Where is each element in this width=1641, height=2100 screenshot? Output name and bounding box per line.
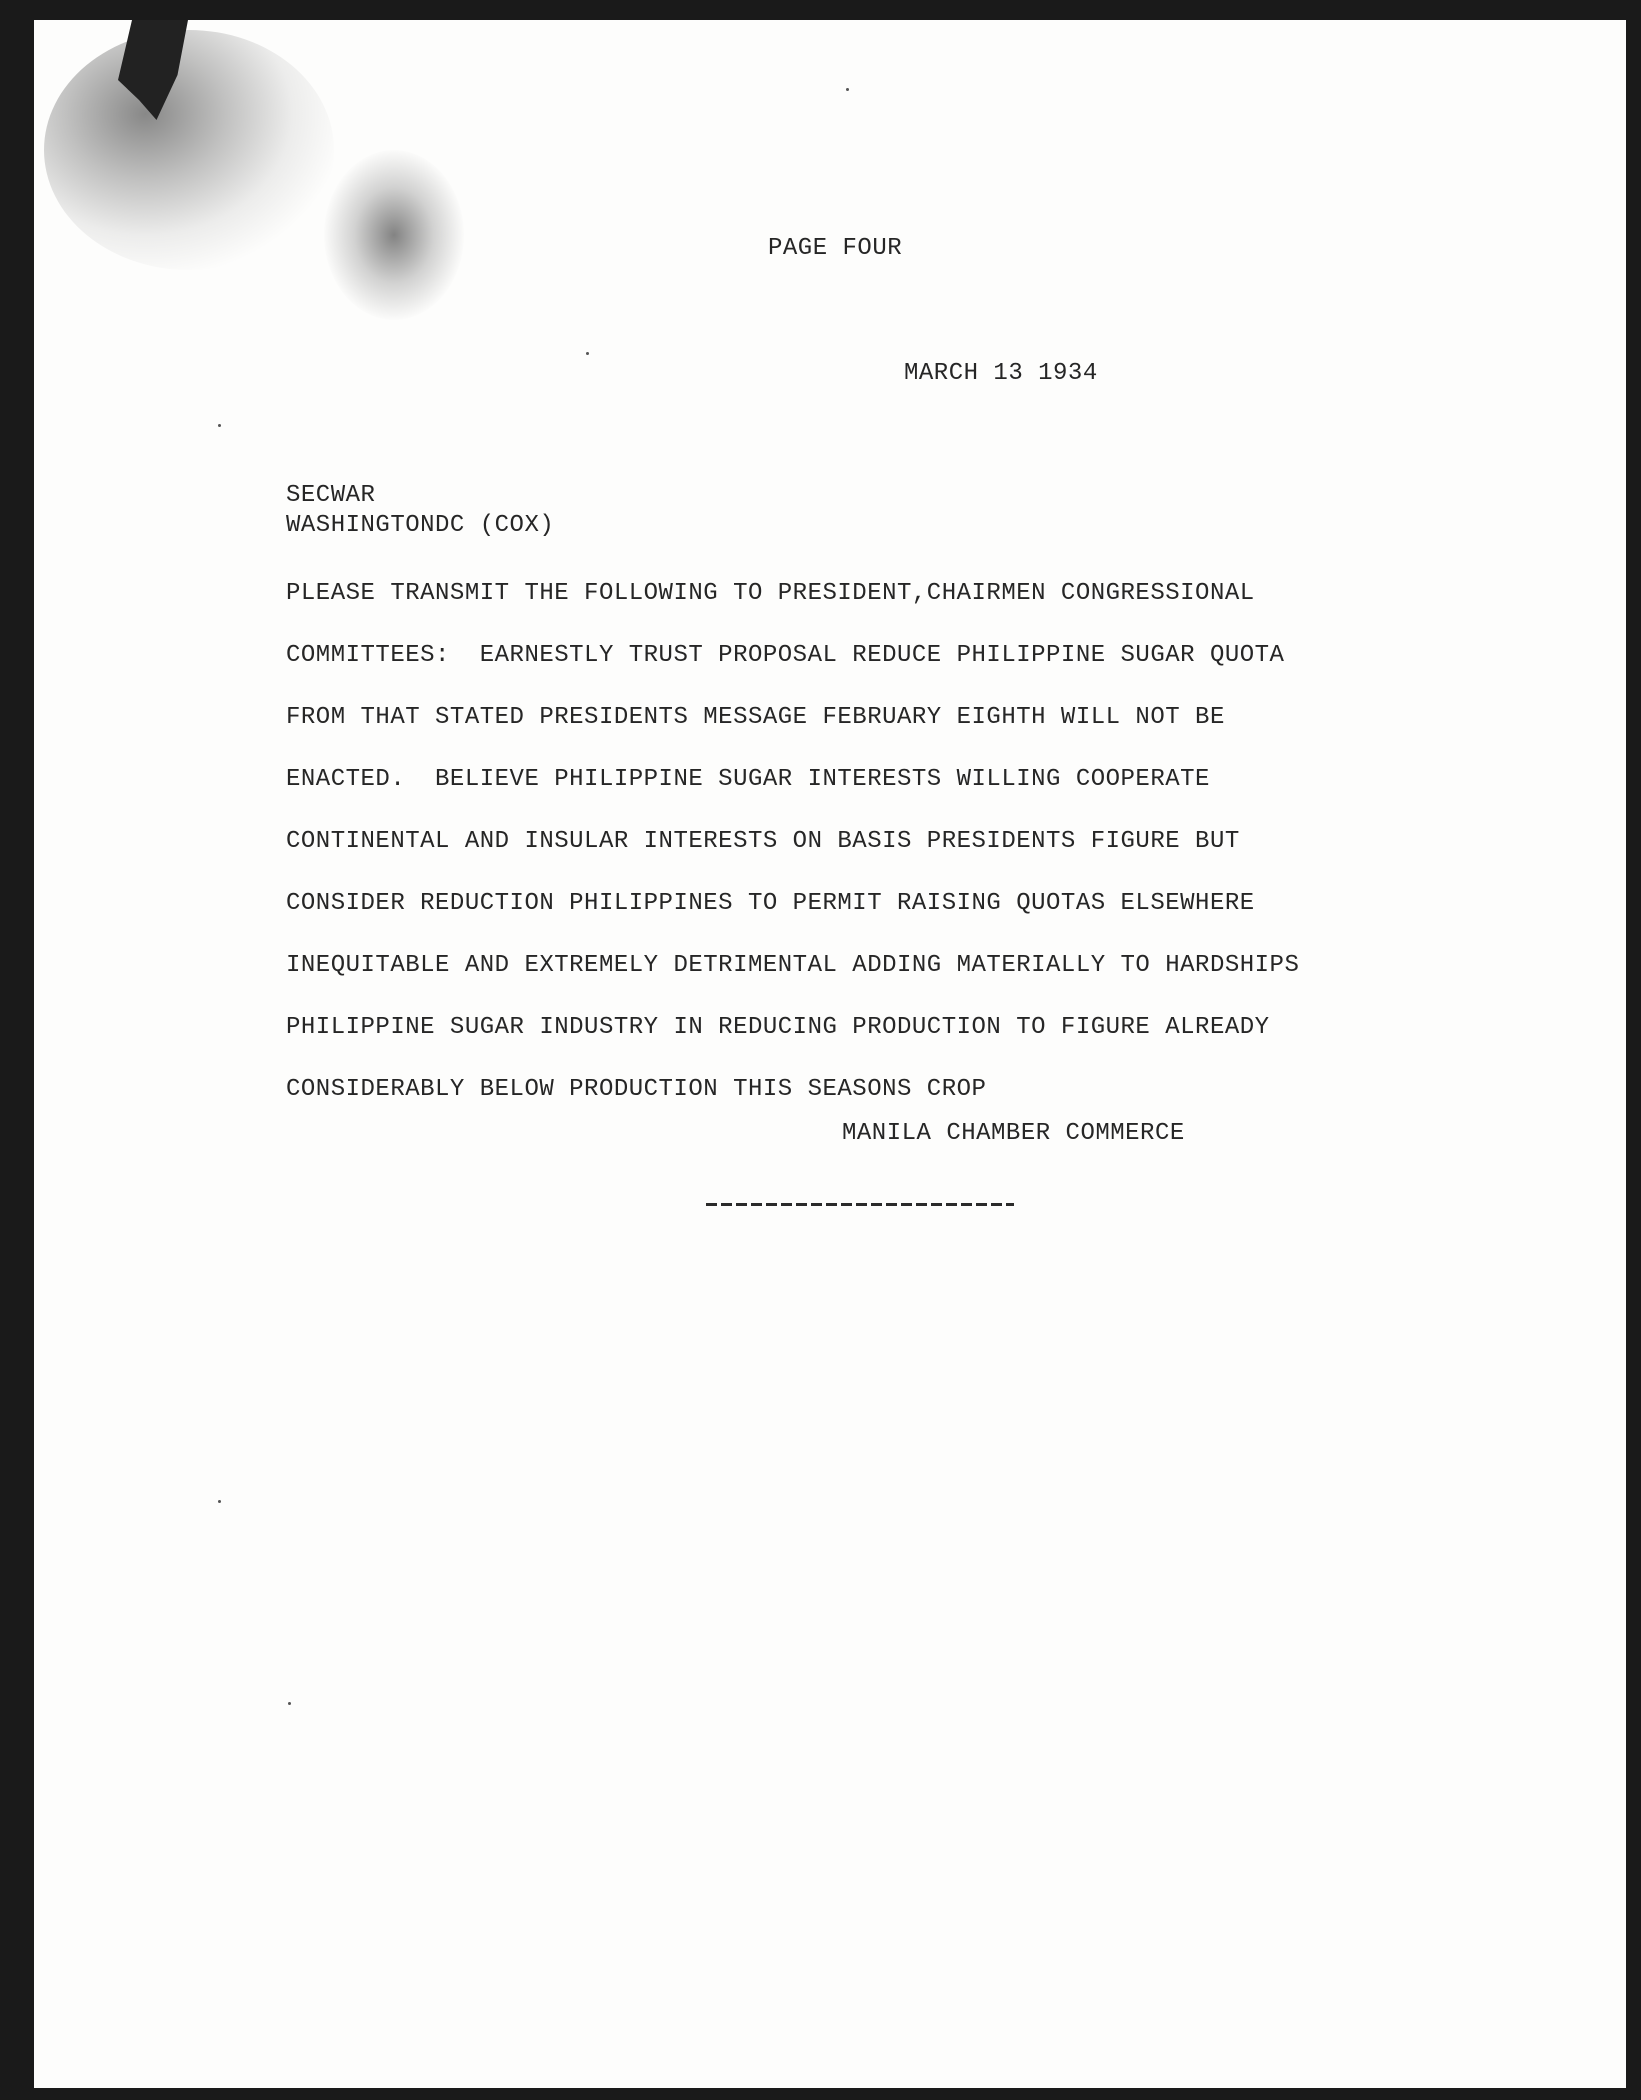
- document-page: [34, 20, 1626, 2088]
- body-line: CONTINENTAL AND INSULAR INTERESTS ON BASIS PRESIDENTS FIGURE BUT: [286, 828, 1240, 855]
- body-line: PHILIPPINE SUGAR INDUSTRY IN REDUCING PRODUCTION TO FIGURE ALREADY: [286, 1014, 1270, 1041]
- body-line: INEQUITABLE AND EXTREMELY DETRIMENTAL ADDING MATERIALLY TO HARDSHIPS: [286, 952, 1300, 979]
- body-line: ENACTED. BELIEVE PHILIPPINE SUGAR INTERESTS WILLING COOPERATE: [286, 766, 1210, 793]
- ink-smudge: [44, 30, 334, 270]
- paper-clip-mark: [118, 20, 188, 120]
- paper-speck: [218, 1500, 221, 1503]
- ink-smudge: [324, 150, 464, 320]
- page-label: PAGE FOUR: [768, 235, 903, 262]
- body-line: COMMITTEES: EARNESTLY TRUST PROPOSAL REDUCE PHILIPPINE SUGAR QUOTA: [286, 642, 1285, 669]
- document-date: MARCH 13 1934: [904, 360, 1098, 387]
- paper-speck: [586, 352, 589, 355]
- body-line: FROM THAT STATED PRESIDENTS MESSAGE FEBRUARY EIGHTH WILL NOT BE: [286, 704, 1225, 731]
- signature: MANILA CHAMBER COMMERCE: [842, 1120, 1185, 1147]
- closing-rule: [706, 1203, 1014, 1206]
- body-line: CONSIDERABLY BELOW PRODUCTION THIS SEASONS CROP: [286, 1076, 987, 1103]
- body-line: CONSIDER REDUCTION PHILIPPINES TO PERMIT RAISING QUOTAS ELSEWHERE: [286, 890, 1255, 917]
- paper-speck: [218, 424, 221, 427]
- body-line: PLEASE TRANSMIT THE FOLLOWING TO PRESIDENT,CHAIRMEN CONGRESSIONAL: [286, 580, 1255, 607]
- address-line: WASHINGTONDC (COX): [286, 512, 555, 539]
- paper-speck: [288, 1702, 291, 1705]
- paper-speck: [846, 88, 849, 91]
- addressee: SECWAR: [286, 482, 376, 509]
